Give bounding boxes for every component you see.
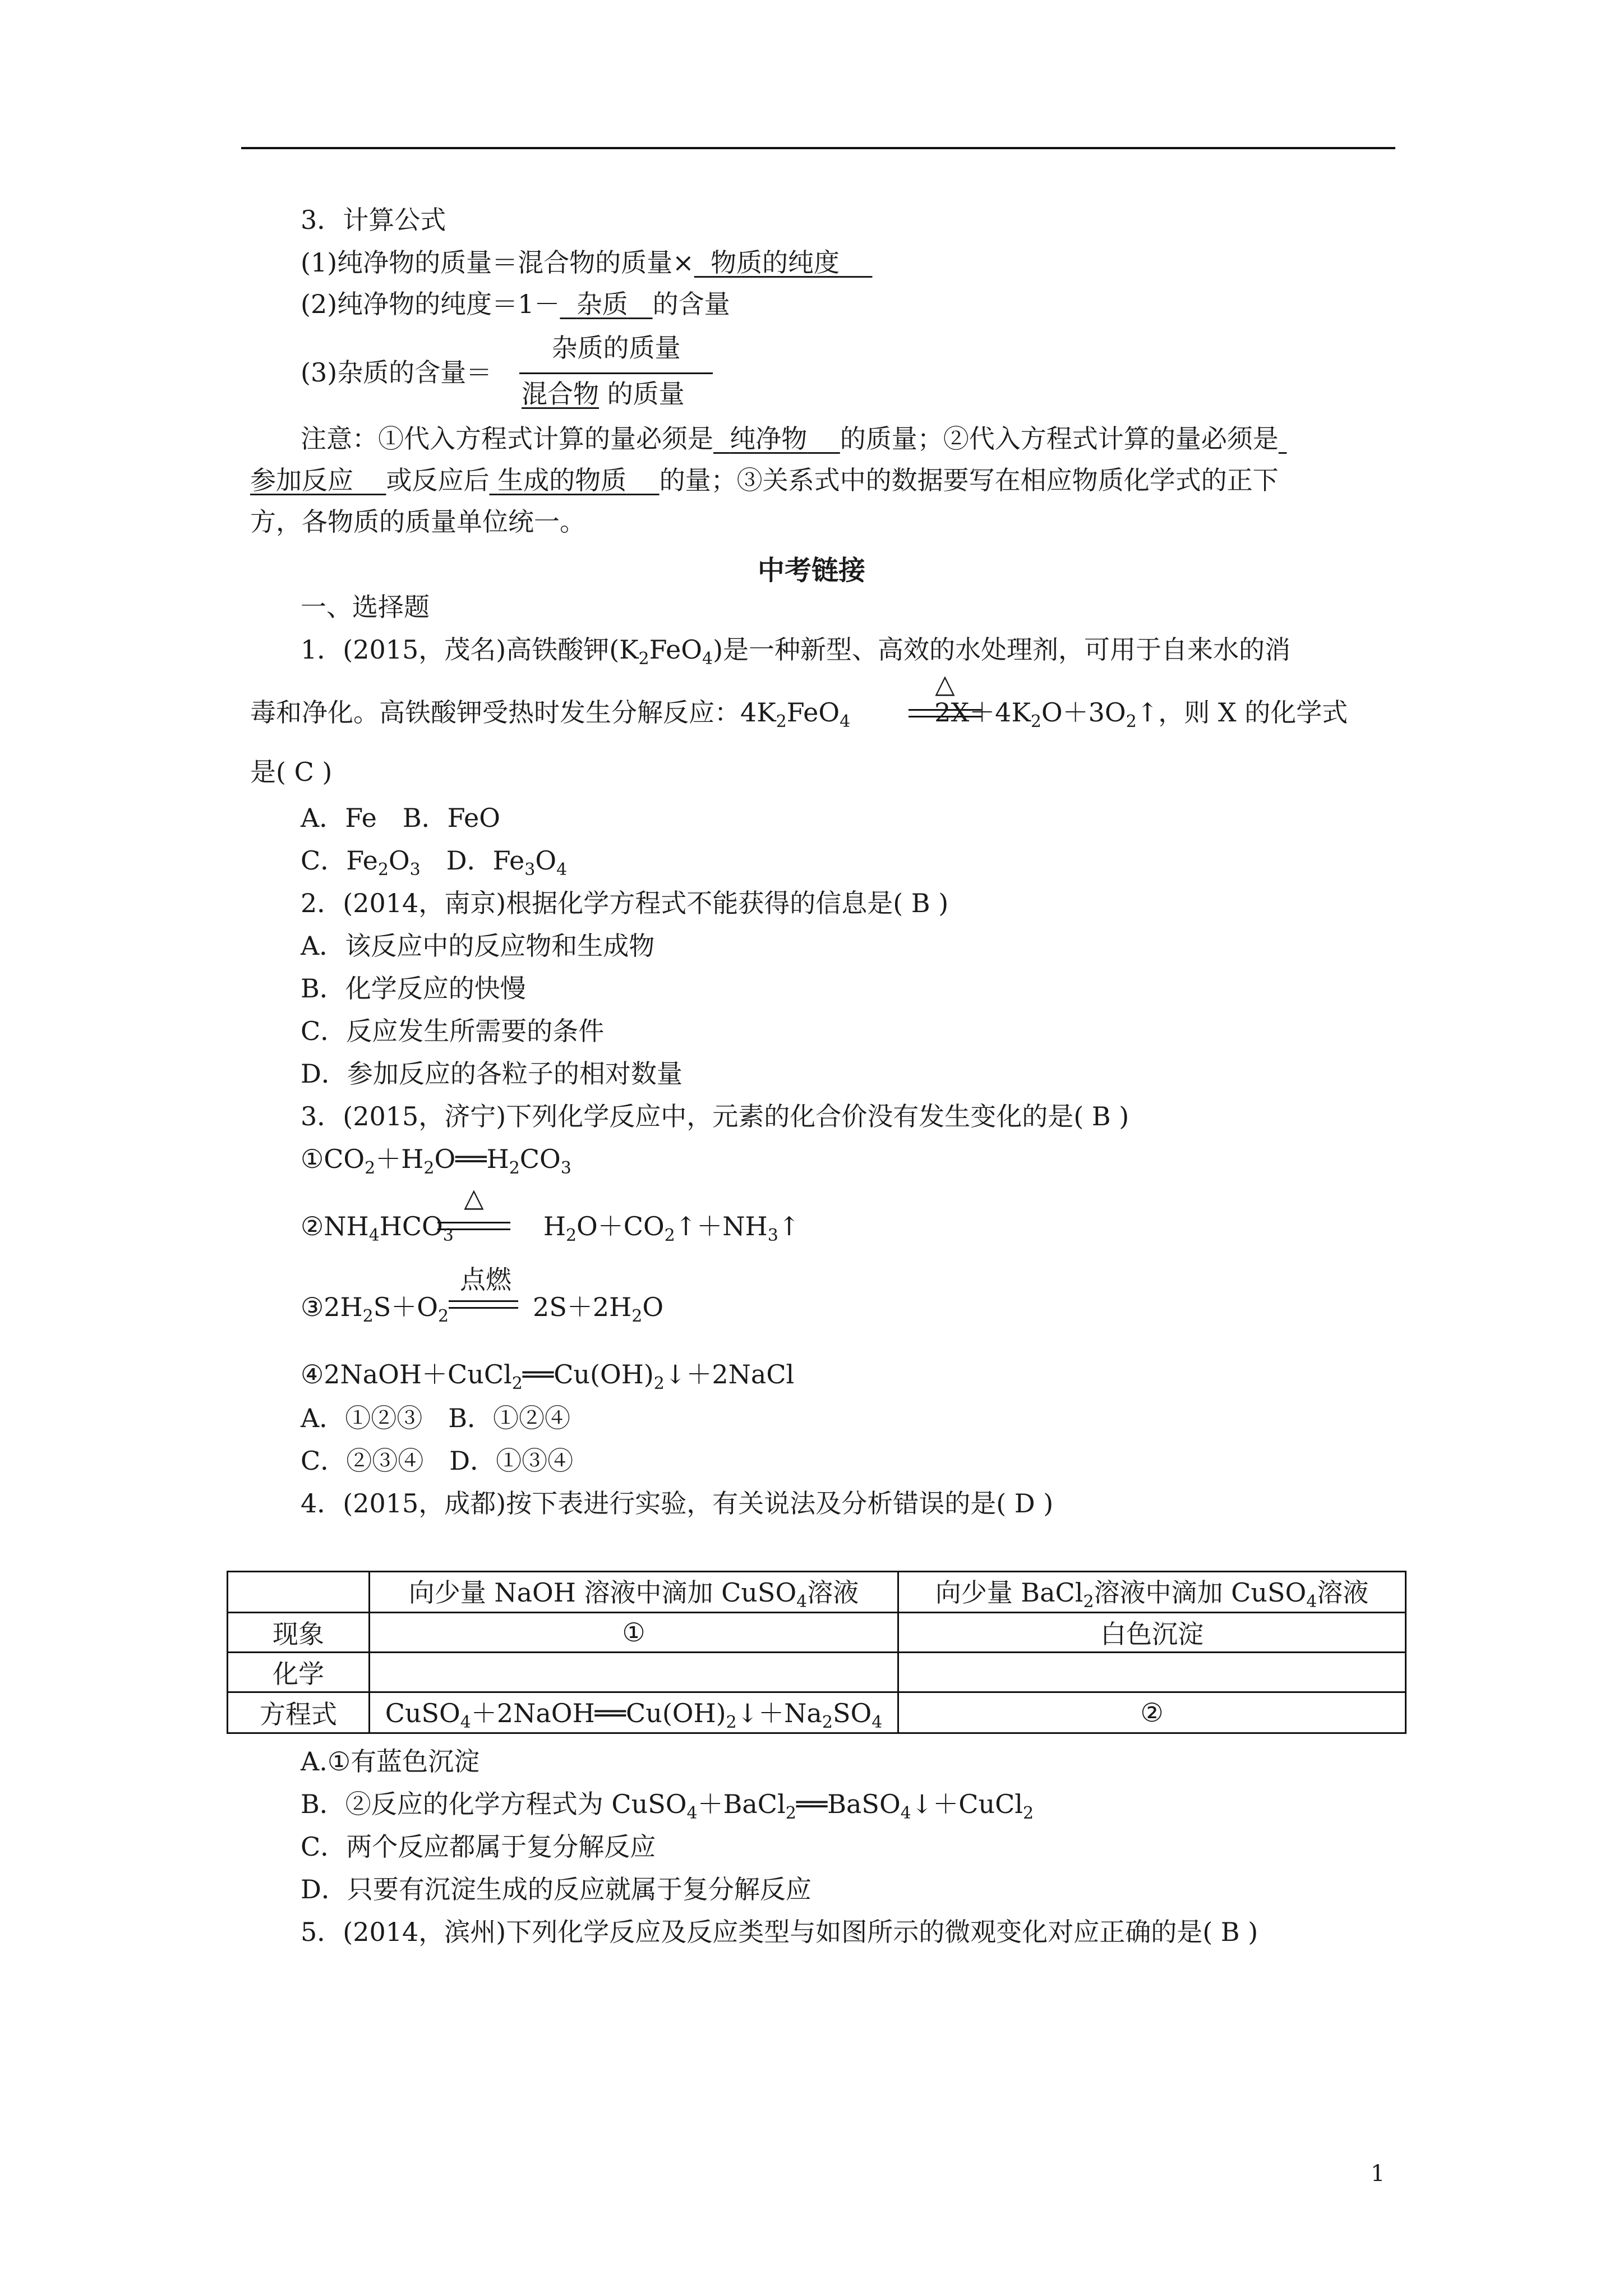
q1-option-cd <box>301 844 567 887</box>
table-row <box>228 1613 1406 1653</box>
q3-text: ③2H <box>301 1292 363 1322</box>
note-line-3: 方，各物质的质量单位统一。 <box>250 507 585 537</box>
table-cell: ② <box>898 1692 1406 1733</box>
q1-text: 1．(2015，茂名)高铁酸钾(K <box>301 634 639 665</box>
q3-subscript: 2 <box>631 1306 643 1326</box>
q3-text: ↑ <box>778 1211 800 1241</box>
table-header-1-text: 向少量 NaOH 溶液中滴加 CuSO <box>408 1577 797 1608</box>
q3-text: ↑＋NH <box>675 1211 768 1241</box>
q3-reaction-4 <box>301 1358 794 1401</box>
formula-3-denominator <box>522 377 685 411</box>
q3-text: ②NH <box>301 1211 369 1241</box>
q3-text: H <box>543 1211 566 1241</box>
table-header-2 <box>898 1572 1406 1613</box>
table-subscript: 4 <box>872 1713 883 1732</box>
q3-option-cd: C．②③④ D．①③④ <box>301 1446 574 1476</box>
table-header-1-text: 溶液 <box>807 1577 859 1608</box>
q1-subscript: 2 <box>377 860 389 880</box>
q1-option-ab: A．Fe B．FeO <box>301 803 500 833</box>
table-equation-text: CuSO <box>385 1698 460 1728</box>
q4-text: ↓＋CuCl <box>911 1789 1023 1819</box>
table-cell-empty <box>228 1572 370 1613</box>
q3-subscript: 2 <box>437 1306 449 1326</box>
page-number: 1 <box>1371 2161 1385 2187</box>
q3-text: ＋H <box>375 1144 424 1174</box>
q3-subscript: 2 <box>511 1374 523 1393</box>
q1-text: O <box>388 845 410 876</box>
q3-text: ↓＋2NaCl <box>664 1359 795 1389</box>
formula-2-text: (2)纯净物的纯度＝1－ <box>301 289 560 319</box>
table-row <box>228 1653 1406 1692</box>
q3-text: O＋CO <box>577 1211 665 1241</box>
note-answer-1 <box>713 424 840 454</box>
q3-subscript: 2 <box>653 1374 665 1393</box>
q2-option-d: D．参加反应的各粒子的相对数量 <box>301 1059 683 1089</box>
q1-subscript: 3 <box>409 860 421 880</box>
q1-text: O <box>535 845 557 876</box>
q2-stem: 2．(2014，南京)根据化学方程式不能获得的信息是( B ) <box>301 888 949 918</box>
q3-text: ══Cu(OH) <box>522 1359 654 1389</box>
table-header-2-text: 溶液中滴加 CuSO <box>1094 1577 1307 1608</box>
note-text-3: 或反应后 <box>386 465 490 495</box>
q3-r2-condition: △ <box>464 1182 484 1213</box>
formula-3-denominator-suffix: 的质量 <box>607 379 685 409</box>
q1-subscript: 2 <box>638 649 649 669</box>
q1-line-3: 是( C ) <box>250 757 333 787</box>
table-equation-text: ↓＋Na <box>736 1698 822 1728</box>
table-subscript: 2 <box>1083 1592 1094 1612</box>
table-subscript: 2 <box>822 1713 833 1732</box>
note-line-2 <box>250 463 1279 497</box>
formula-heading: 3．计算公式 <box>301 205 446 235</box>
q5-stem: 5．(2014，滨州)下列化学反应及反应类型与如图所示的微观变化对应正确的是( B ) <box>301 1917 1258 1947</box>
q4-text: B．②反应的化学方程式为 CuSO <box>301 1789 687 1819</box>
q3-stem: 3．(2015，济宁)下列化学反应中，元素的化合价没有发生变化的是( B ) <box>301 1101 1129 1131</box>
q4-stem: 4．(2015，成都)按下表进行实验，有关说法及分析错误的是( D ) <box>301 1488 1054 1519</box>
formula-3-numerator: 杂质的质量 <box>551 333 681 363</box>
q3-text: HCO <box>379 1211 443 1241</box>
formula-2-answer-text: 杂质 <box>576 289 628 319</box>
q4-subscript: 4 <box>900 1803 911 1823</box>
q3-text: 2S＋2H <box>533 1292 632 1322</box>
q4-subscript: 2 <box>785 1803 796 1823</box>
q4-option-a: A.①有蓝色沉淀 <box>301 1746 480 1777</box>
q3-reaction-2 <box>301 1209 800 1253</box>
note-answer-3 <box>490 465 660 495</box>
experiment-table <box>227 1571 1407 1734</box>
table-row <box>228 1572 1406 1613</box>
formula-3-denominator-answer: 混合物 <box>522 379 599 409</box>
q3-subscript: 2 <box>565 1226 577 1245</box>
q1-text: ↑，则 X 的化学式 <box>1136 697 1348 728</box>
q3-text: CO <box>519 1144 561 1174</box>
fraction-bar <box>519 372 713 374</box>
part-title: 一、选择题 <box>301 592 430 622</box>
table-subscript: 4 <box>460 1713 471 1732</box>
q3-subscript: 3 <box>560 1158 571 1178</box>
formula-1 <box>301 246 872 279</box>
q1-text: 毒和净化。高铁酸钾受热时发生分解反应：4K <box>250 697 776 728</box>
q3-r3-condition: 点燃 <box>460 1264 511 1295</box>
q3-text: O══H <box>434 1144 509 1174</box>
formula-1-text: (1)纯净物的质量＝混合物的质量× <box>301 247 694 278</box>
q2-option-b: B．化学反应的快慢 <box>301 973 526 1004</box>
q1-text: )是一种新型、高效的水处理剂，可用于自来水的消 <box>713 634 1291 665</box>
table-row-label-equation: 方程式 <box>228 1692 370 1733</box>
q3-text: ①CO <box>301 1144 365 1174</box>
q3-subscript: 2 <box>362 1306 374 1326</box>
q1-text: D．Fe <box>420 845 525 876</box>
q4-option-b <box>301 1787 1034 1830</box>
table-cell-empty <box>370 1653 898 1692</box>
q1-text: C．Fe <box>301 845 378 876</box>
table-row-label-chemistry: 化学 <box>228 1653 370 1692</box>
formula-3-prefix: (3)杂质的含量＝ <box>301 357 492 388</box>
table-row <box>228 1692 1406 1733</box>
q3-text: S＋O <box>373 1292 438 1322</box>
q1-subscript: 2 <box>1126 712 1137 731</box>
table-header-2-text: 溶液 <box>1317 1577 1369 1608</box>
note-answer-2-text: 参加反应 <box>250 465 353 495</box>
q3-subscript: 2 <box>664 1226 675 1245</box>
q3-reaction-1 <box>301 1142 571 1185</box>
formula-2 <box>301 287 730 321</box>
table-equation-text: ＋2NaOH══Cu(OH) <box>471 1698 726 1728</box>
note-text-1: 注意：①代入方程式计算的量必须是 <box>301 424 713 454</box>
q2-option-a: A．该反应中的反应物和生成物 <box>301 931 655 961</box>
q4-subscript: 2 <box>1023 1803 1034 1823</box>
formula-2-answer <box>560 289 652 319</box>
q1-subscript: 4 <box>556 860 568 880</box>
q3-subscript: 3 <box>767 1226 778 1245</box>
q2-option-c: C．反应发生所需要的条件 <box>301 1016 605 1046</box>
header-rule <box>241 147 1395 149</box>
note-line-1 <box>301 422 1287 455</box>
q1-subscript: 4 <box>840 712 851 731</box>
note-answer-3-text: 生成的物质 <box>497 465 627 495</box>
q1-subscript: 2 <box>776 712 787 731</box>
table-subscript: 4 <box>1306 1592 1317 1612</box>
table-equation-text: SO <box>832 1698 872 1728</box>
table-header-2-text: 向少量 BaCl <box>935 1577 1083 1608</box>
q1-text: O＋3O <box>1041 697 1126 728</box>
table-header-1 <box>370 1572 898 1613</box>
table-cell-equation <box>370 1692 898 1733</box>
q3-subscript: 4 <box>368 1226 380 1245</box>
formula-1-answer <box>694 247 873 278</box>
q3-reaction-3 <box>301 1290 663 1333</box>
q1-line-2 <box>250 696 1348 739</box>
q1-text: 2X＋4K <box>934 697 1031 728</box>
formula-2-suffix: 的含量 <box>652 289 730 319</box>
note-answer-1-text: 纯净物 <box>730 424 808 454</box>
note-answer-2 <box>250 465 386 495</box>
q3-subscript: 2 <box>509 1158 520 1178</box>
q3-text: ④2NaOH＋CuCl <box>301 1359 512 1389</box>
note-text-4: 的量；③关系式中的数据要写在相应物质化学式的正下 <box>659 465 1279 495</box>
table-cell: ① <box>370 1613 898 1653</box>
q4-subscript: 4 <box>686 1803 698 1823</box>
table-subscript: 2 <box>726 1713 737 1732</box>
q3-subscript: 2 <box>423 1158 435 1178</box>
q1-subscript: 4 <box>702 649 713 669</box>
q1-line-1 <box>301 633 1290 676</box>
q4-option-d: D．只要有沉淀生成的反应就属于复分解反应 <box>301 1874 811 1904</box>
q1-subscript: 2 <box>1030 712 1041 731</box>
q3-subscript: 3 <box>442 1226 454 1245</box>
q1-subscript: 3 <box>524 860 536 880</box>
q1-condition: △ <box>935 669 955 699</box>
q1-text: FeO <box>786 697 840 728</box>
q1-text: FeO <box>649 634 702 665</box>
table-subscript: 4 <box>796 1592 808 1612</box>
table-row-label-phenomenon: 现象 <box>228 1613 370 1653</box>
q3-text: O <box>642 1292 664 1322</box>
note-underline-tail <box>1279 424 1287 454</box>
q4-text: ══BaSO <box>796 1789 901 1819</box>
section-title: 中考链接 <box>757 555 865 586</box>
q4-option-c: C．两个反应都属于复分解反应 <box>301 1832 656 1862</box>
note-text-2: 的质量；②代入方程式计算的量必须是 <box>840 424 1279 454</box>
formula-1-answer-text: 物质的纯度 <box>710 247 840 278</box>
q4-text: ＋BaCl <box>697 1789 786 1819</box>
q3-option-ab: A．①②③ B．①②④ <box>301 1403 571 1433</box>
table-cell: 白色沉淀 <box>898 1613 1406 1653</box>
table-cell-empty <box>898 1653 1406 1692</box>
q3-subscript: 2 <box>365 1158 376 1178</box>
